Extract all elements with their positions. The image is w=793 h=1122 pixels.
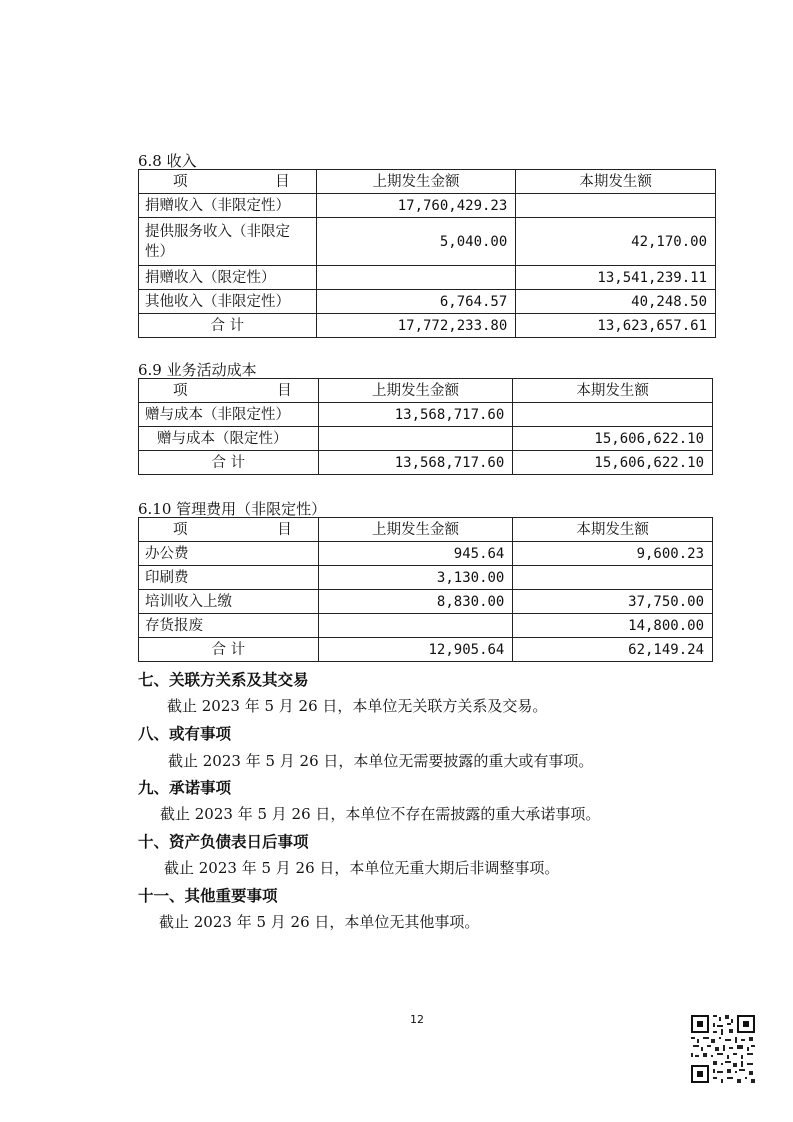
- header-item: 项 目: [139, 518, 319, 542]
- table-row: [139, 266, 716, 290]
- row-prev: 17,760,429.23: [316, 194, 516, 218]
- admin-expense-table: [138, 517, 713, 662]
- section-text-7: 截止 2023 年 5 月 26 日，本单位无关联方关系及交易。: [167, 697, 548, 715]
- table-row: [139, 403, 713, 427]
- row-label: 捐赠收入（限定性）: [139, 266, 317, 290]
- table-total-row: [139, 451, 713, 475]
- section-title-6-10: 6.10 管理费用（非限定性）: [138, 500, 327, 518]
- row-prev: 3,130.00: [318, 566, 513, 590]
- row-prev: 13,568,717.60: [318, 403, 513, 427]
- row-prev: 8,830.00: [318, 590, 513, 614]
- qr-code-icon: [689, 1013, 757, 1085]
- section-text-8: 截止 2023 年 5 月 26 日，本单位无需要披露的重大或有事项。: [168, 752, 594, 770]
- row-curr: [516, 194, 716, 218]
- header-prev-amount: 上期发生金额: [318, 379, 513, 403]
- row-label: 其他收入（非限定性）: [139, 290, 317, 314]
- section-heading-7: 七、关联方关系及其交易: [138, 671, 309, 689]
- total-prev: 12,905.64: [318, 638, 513, 662]
- row-label: 赠与成本（非限定性）: [139, 403, 319, 427]
- total-prev: 13,568,717.60: [318, 451, 513, 475]
- table-row: [139, 290, 716, 314]
- total-label: 合 计: [139, 638, 319, 662]
- page-number: 12: [410, 1013, 424, 1026]
- header-curr-amount: 本期发生额: [513, 379, 713, 403]
- row-label: 存货报废: [139, 614, 319, 638]
- table-row: [139, 590, 713, 614]
- table-row: [139, 218, 716, 266]
- section-heading-8: 八、或有事项: [138, 725, 232, 743]
- table-header-row: [139, 518, 713, 542]
- section-title-6-9: 6.9 业务活动成本: [138, 361, 257, 379]
- row-prev: 6,764.57: [316, 290, 516, 314]
- section-heading-11: 十一、其他重要事项: [138, 887, 278, 905]
- row-label: 提供服务收入（非限定 性）: [139, 218, 317, 266]
- row-curr: [513, 566, 713, 590]
- row-curr: 14,800.00: [513, 614, 713, 638]
- header-prev-amount: 上期发生金额: [316, 170, 516, 194]
- table-row: [139, 542, 713, 566]
- row-label: 捐赠收入（非限定性）: [139, 194, 317, 218]
- row-label: 印刷费: [139, 566, 319, 590]
- section-title-6-8: 6.8 收入: [138, 152, 197, 170]
- total-prev: 17,772,233.80: [316, 314, 516, 338]
- section-heading-9: 九、承诺事项: [138, 779, 232, 797]
- header-curr-amount: 本期发生额: [513, 518, 713, 542]
- header-item: 项 目: [139, 379, 319, 403]
- table-header-row: [139, 170, 716, 194]
- row-prev: 945.64: [318, 542, 513, 566]
- section-text-9: 截止 2023 年 5 月 26 日，本单位不存在需披露的重大承诺事项。: [160, 805, 601, 823]
- table-row: [139, 427, 713, 451]
- income-table: [138, 169, 716, 338]
- header-prev-amount: 上期发生金额: [318, 518, 513, 542]
- section-text-11: 截止 2023 年 5 月 26 日，本单位无其他事项。: [159, 913, 480, 931]
- row-curr: 9,600.23: [513, 542, 713, 566]
- total-label: 合 计: [139, 314, 317, 338]
- table-row: [139, 566, 713, 590]
- header-curr-amount: 本期发生额: [516, 170, 716, 194]
- row-curr: 40,248.50: [516, 290, 716, 314]
- table-row: [139, 614, 713, 638]
- section-heading-10: 十、资产负债表日后事项: [138, 833, 309, 851]
- total-curr: 62,149.24: [513, 638, 713, 662]
- row-curr: 42,170.00: [516, 218, 716, 266]
- row-prev: [318, 614, 513, 638]
- table-header-row: [139, 379, 713, 403]
- row-curr: [513, 403, 713, 427]
- total-curr: 13,623,657.61: [516, 314, 716, 338]
- total-label: 合 计: [139, 451, 319, 475]
- section-text-10: 截止 2023 年 5 月 26 日，本单位无重大期后非调整事项。: [164, 859, 560, 877]
- header-item: 项 目: [139, 170, 317, 194]
- row-prev: [316, 266, 516, 290]
- row-prev: 5,040.00: [316, 218, 516, 266]
- row-prev: [318, 427, 513, 451]
- row-label: 办公费: [139, 542, 319, 566]
- business-cost-table: [138, 378, 713, 475]
- row-label: 赠与成本（限定性）: [139, 427, 319, 451]
- row-label: 培训收入上缴: [139, 590, 319, 614]
- total-curr: 15,606,622.10: [513, 451, 713, 475]
- row-curr: 37,750.00: [513, 590, 713, 614]
- table-total-row: [139, 638, 713, 662]
- table-total-row: [139, 314, 716, 338]
- row-curr: 13,541,239.11: [516, 266, 716, 290]
- row-curr: 15,606,622.10: [513, 427, 713, 451]
- table-row: [139, 194, 716, 218]
